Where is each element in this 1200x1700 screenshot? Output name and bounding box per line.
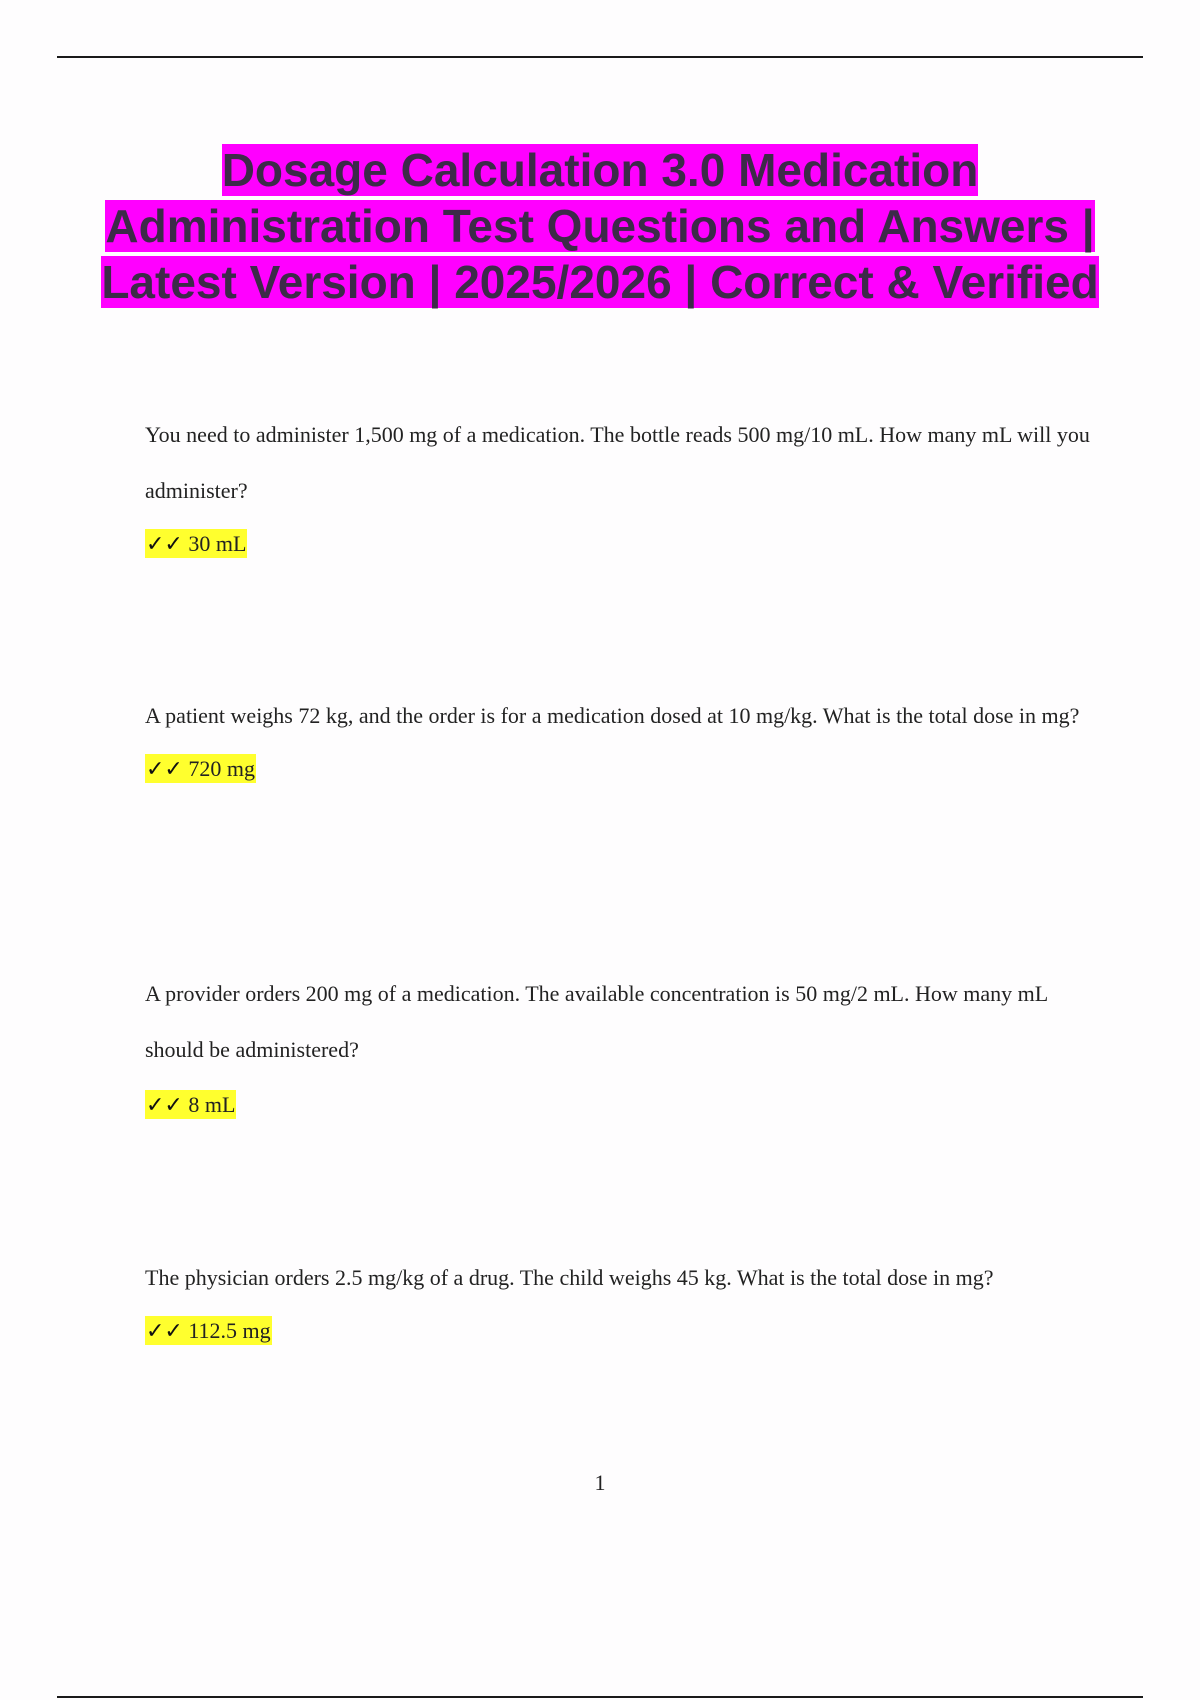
qa-item-1 [145, 407, 1095, 560]
document-title-text: Dosage Calculation 3.0 Medication Administration Test Questions and Answers | Latest Version | 2025/2026 | Correct & Verified [101, 144, 1099, 308]
bottom-rule [57, 1696, 1143, 1698]
answer-1 [145, 529, 1095, 560]
answer-3-highlight [145, 1090, 236, 1119]
question-3: A provider orders 200 mg of a medication. The available concentration is 50 mg/2 mL. How many mL should be administered? [145, 981, 1048, 1062]
answer-4-highlight [145, 1316, 272, 1345]
answer-3 [145, 1090, 1095, 1121]
double-check-icon: ✓✓ [146, 1319, 183, 1344]
answer-2-text: 720 mg [188, 756, 255, 781]
answer-1-text: 30 mL [188, 531, 247, 556]
question-4: The physician orders 2.5 mg/kg of a drug. The child weighs 45 kg. What is the total dose in mg? [145, 1265, 994, 1290]
answer-3-text: 8 mL [188, 1092, 236, 1117]
answer-4-text: 112.5 mg [188, 1318, 271, 1343]
qa-item-3 [145, 966, 1095, 1121]
double-check-icon: ✓✓ [146, 532, 183, 557]
question-1: You need to administer 1,500 mg of a medication. The bottle reads 500 mg/10 mL. How many mL will you administer? [145, 422, 1090, 503]
page-number: 1 [594, 1470, 606, 1495]
top-rule [57, 56, 1143, 58]
answer-2 [145, 754, 1095, 785]
double-check-icon: ✓✓ [146, 1093, 183, 1118]
question-2: A patient weighs 72 kg, and the order is for a medication dosed at 10 mg/kg. What is the total dose in mg? [145, 703, 1080, 728]
answer-1-highlight [145, 529, 247, 558]
qa-item-2 [145, 688, 1095, 785]
double-check-icon: ✓✓ [146, 757, 183, 782]
document-title [100, 142, 1100, 310]
answer-4 [145, 1316, 1095, 1347]
qa-item-4 [145, 1250, 1095, 1347]
answer-2-highlight [145, 754, 256, 783]
